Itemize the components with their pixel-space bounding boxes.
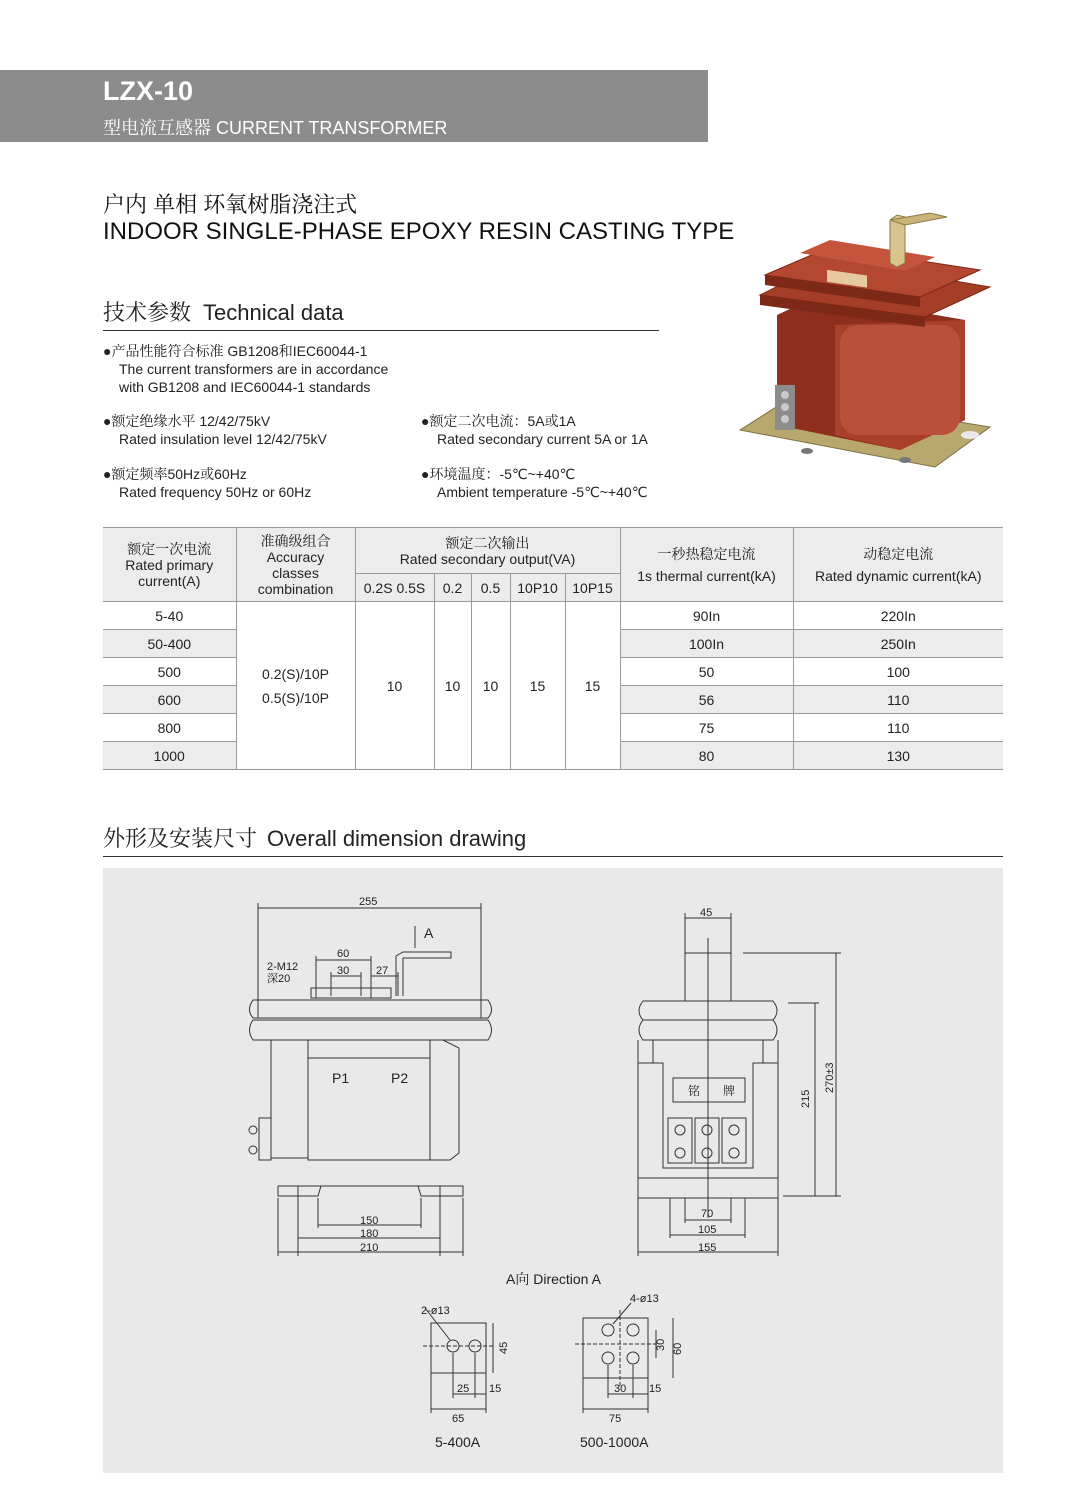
- cell-output-10p10: 15: [510, 602, 565, 770]
- cell-primary: 1000: [103, 742, 236, 770]
- cell-primary: 500: [103, 658, 236, 686]
- col-thermal-header: 一秒热稳定电流 1s thermal current(kA): [620, 528, 793, 602]
- cell-primary: 800: [103, 714, 236, 742]
- dim-180: 180: [360, 1228, 379, 1240]
- dim-215: 215: [800, 1089, 812, 1108]
- holes-2: 2-ø13: [421, 1305, 450, 1317]
- dim-70: 70: [701, 1208, 714, 1220]
- drawing-section-heading: [103, 822, 1003, 857]
- cell-thermal: 80: [620, 742, 793, 770]
- cell-dynamic: 130: [793, 742, 1003, 770]
- col-primary-header: 额定一次电流 Rated primary current(A): [103, 528, 236, 602]
- dim-65: 65: [452, 1413, 465, 1425]
- sub-header-10p15: 10P15: [565, 574, 620, 602]
- tech-section-heading: [103, 296, 659, 331]
- direction-a-caption: A向 Direction A: [506, 1271, 601, 1287]
- sub-header-02s05s: 0.2S 0.5S: [355, 574, 434, 602]
- cell-dynamic: 100: [793, 658, 1003, 686]
- cell-thermal: 75: [620, 714, 793, 742]
- note-secondary: [421, 412, 681, 448]
- holes-4: 4-ø13: [630, 1293, 659, 1305]
- thread-spec: 2-M12: [267, 961, 299, 973]
- col-output-header: 额定二次输出 Rated secondary output(VA): [355, 528, 620, 574]
- model-name: LZX-10: [103, 76, 194, 106]
- sub-header-05: 0.5: [471, 574, 510, 602]
- dim-30: 30: [337, 965, 350, 977]
- note-standard-en2: with GB1208 and IEC60044-1 standards: [119, 379, 371, 395]
- cell-dynamic: 110: [793, 686, 1003, 714]
- dim-15-b: 15: [649, 1383, 662, 1395]
- cell-thermal: 90In: [620, 602, 793, 630]
- cell-output-10p15: 15: [565, 602, 620, 770]
- dim-155: 155: [698, 1242, 717, 1254]
- table-row: [103, 602, 1003, 630]
- dim-255: 255: [359, 896, 378, 908]
- spec-table: [103, 527, 1003, 770]
- thread-depth: 深20: [267, 973, 291, 985]
- cell-dynamic: 110: [793, 714, 1003, 742]
- col-accuracy-header: 准确级组合 Accuracy classes combination: [236, 528, 355, 602]
- dim-45: 45: [700, 907, 713, 919]
- cell-thermal: 50: [620, 658, 793, 686]
- nameplate-char1: 铭: [688, 1084, 701, 1098]
- dim-25: 25: [457, 1383, 470, 1395]
- cell-accuracy: 0.2(S)/10P 0.5(S)/10P: [236, 602, 355, 770]
- cell-output-05: 10: [471, 602, 510, 770]
- type-title-en: INDOOR SINGLE-PHASE EPOXY RESIN CASTING TYPE: [103, 218, 735, 245]
- cell-dynamic: 250In: [793, 630, 1003, 658]
- tech-title-en: Technical data: [203, 300, 344, 325]
- note-standard-en1: The current transformers are in accordance: [119, 361, 389, 377]
- nameplate-char2: 牌: [723, 1084, 736, 1098]
- note-standard: [103, 342, 423, 396]
- note-frequency-en: Rated frequency 50Hz or 60Hz: [119, 484, 312, 500]
- terminal-p2: P2: [391, 1070, 409, 1086]
- cell-thermal: 56: [620, 686, 793, 714]
- caption-500-1000a: 500-1000A: [580, 1434, 649, 1450]
- note-temperature-en: Ambient temperature -5℃~+40℃: [437, 484, 648, 500]
- direction-arrow-label: A: [424, 925, 434, 941]
- dim-210: 210: [360, 1242, 379, 1254]
- cell-dynamic: 220In: [793, 602, 1003, 630]
- note-insulation-cn: ●额定绝缘水平 12/42/75kV: [103, 413, 271, 429]
- note-frequency: [103, 465, 413, 501]
- header-band: [0, 70, 708, 142]
- dim-27: 27: [376, 965, 389, 977]
- dim-105: 105: [698, 1224, 717, 1236]
- dim-45-small: 45: [498, 1341, 510, 1354]
- dim-60: 60: [337, 948, 350, 960]
- dimension-drawing-panel: [103, 868, 1003, 1473]
- product-photo: [735, 205, 1000, 495]
- sub-header-10p10: 10P10: [510, 574, 565, 602]
- drawing-title-en: Overall dimension drawing: [267, 826, 527, 851]
- dim-30-h: 30: [614, 1383, 627, 1395]
- type-title-cn: 户内 单相 环氧树脂浇注式: [103, 192, 358, 217]
- dim-75: 75: [609, 1413, 622, 1425]
- col-dynamic-header: 动稳定电流 Rated dynamic current(kA): [793, 528, 1003, 602]
- note-standard-cn: ●产品性能符合标准 GB1208和IEC60044-1: [103, 343, 368, 359]
- sub-header-02: 0.2: [434, 574, 471, 602]
- dim-60-v: 60: [672, 1342, 684, 1355]
- cell-primary: 50-400: [103, 630, 236, 658]
- drawing-title-cn: 外形及安装尺寸: [103, 826, 258, 851]
- dim-15-a: 15: [489, 1383, 502, 1395]
- cell-output-02s05s: 10: [355, 602, 434, 770]
- note-temperature: [421, 465, 681, 501]
- cell-primary: 600: [103, 686, 236, 714]
- note-temperature-cn: ●环境温度：-5℃~+40℃: [421, 466, 576, 482]
- dim-30-v: 30: [655, 1338, 667, 1351]
- note-insulation: [103, 412, 413, 448]
- dim-270: 270±3: [824, 1062, 836, 1093]
- note-secondary-cn: ●额定二次电流：5A或1A: [421, 413, 576, 429]
- dimension-drawing: [103, 868, 1003, 1473]
- tech-title-cn: 技术参数: [103, 300, 192, 325]
- dim-150: 150: [360, 1215, 379, 1227]
- cell-thermal: 100In: [620, 630, 793, 658]
- caption-5-400a: 5-400A: [435, 1434, 481, 1450]
- note-frequency-cn: ●额定频率50Hz或60Hz: [103, 466, 247, 482]
- cell-output-02: 10: [434, 602, 471, 770]
- note-secondary-en: Rated secondary current 5A or 1A: [437, 431, 648, 447]
- terminal-p1: P1: [332, 1070, 350, 1086]
- model-subtitle: 型电流互感器 CURRENT TRANSFORMER: [103, 118, 448, 138]
- note-insulation-en: Rated insulation level 12/42/75kV: [119, 431, 327, 447]
- cell-primary: 5-40: [103, 602, 236, 630]
